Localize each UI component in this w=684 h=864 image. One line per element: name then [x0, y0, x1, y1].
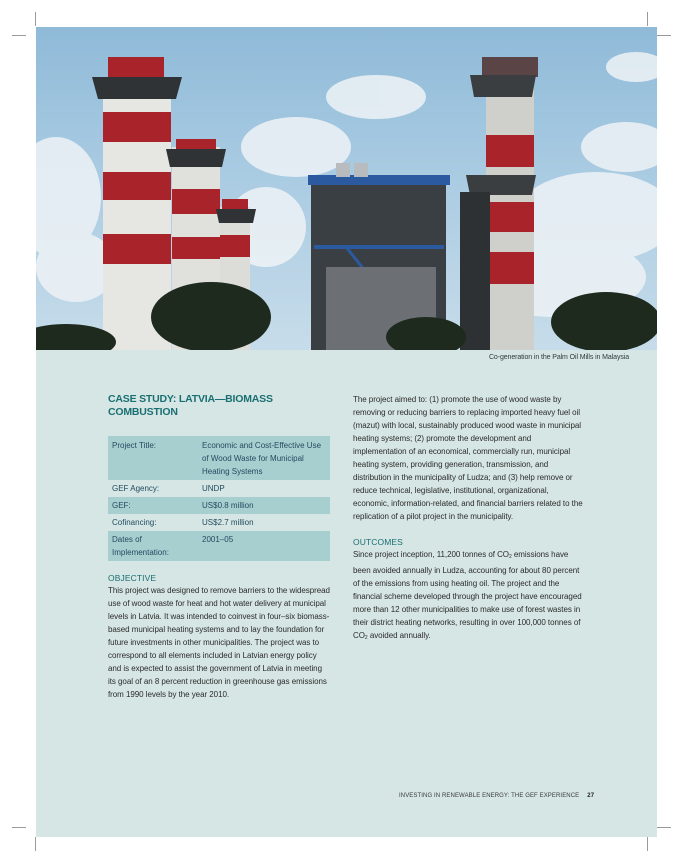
crop-mark-top-left-horizontal [12, 35, 26, 36]
left-column [108, 393, 330, 701]
table-row [108, 436, 330, 480]
crop-mark-bottom-left-vertical [35, 837, 36, 851]
right-column [353, 393, 583, 645]
subscript: 2 [508, 554, 512, 560]
outcomes-text-part: emissions have been avoided annually in Ludza, accounting for about 80 percent of the emissions from using heating oil. The project and the financial scheme developed through the project have encouraged more than 12 other municipalities to make use of forest wastes in their district heating networks, resulting in over 100,000 tonnes of CO [353, 550, 582, 640]
crop-mark-bottom-left-horizontal [12, 827, 26, 828]
case-study-title: CASE STUDY: LATVIA—BIOMASS COMBUSTION [108, 393, 273, 418]
fact-label: Dates of Implementation: [108, 531, 198, 561]
page-number: 27 [587, 793, 595, 799]
fact-value: 2001–05 [198, 531, 330, 561]
subscript: 2 [364, 635, 368, 641]
crop-mark-top-left-vertical [35, 12, 36, 26]
outcomes-text [353, 548, 583, 645]
photo-caption: Co-generation in the Palm Oil Mills in Malaysia [488, 354, 629, 361]
objective-heading: OBJECTIVE [108, 573, 157, 583]
fact-value: UNDP [202, 484, 225, 493]
fact-value: US$2.7 million [202, 518, 254, 527]
crop-mark-bottom-right-horizontal [657, 827, 671, 828]
power-plant-illustration [36, 27, 657, 350]
page-footer [399, 793, 594, 799]
table-row [108, 514, 330, 531]
table-row [108, 531, 330, 561]
running-title: INVESTING IN RENEWABLE ENERGY: THE GEF EXPERIENCE [399, 793, 580, 799]
fact-value: US$0.8 million [198, 497, 330, 514]
crop-mark-top-right-vertical [647, 12, 648, 26]
outcomes-text-part: avoided annually. [367, 631, 431, 640]
document-page [36, 27, 657, 837]
chimney-right [460, 57, 538, 350]
aims-text: The project aimed to: (1) promote the use of wood waste by removing or reducing barriers to replacing imported heavy fuel oil (mazut) with local, sustainably produced wood waste in municipal heating systems; (2) promote the development and implementation of an economical, commercially run, municipal heating system, providing generation, transmission, and distribution in the municipality of Ludza; and (3) help remove or reduce technical, legislative, institutional, organizational, economic, information-related, and financial barriers related to the replication of a pilot project in the municipality. [353, 395, 583, 521]
project-facts-table [108, 436, 330, 561]
table-row [108, 480, 330, 497]
crop-mark-bottom-right-vertical [647, 837, 648, 851]
outcomes-heading: OUTCOMES [353, 537, 403, 547]
fact-label: GEF Agency: [112, 484, 160, 493]
fact-label: Project Title: [108, 436, 198, 480]
outcomes-text-part: Since project inception, 11,200 tonnes of CO [353, 550, 509, 559]
crop-mark-top-right-horizontal [657, 35, 671, 36]
fact-label: Cofinancing: [112, 518, 157, 527]
fact-value: Economic and Cost-Effective Use of Wood Waste for Municipal Heating Systems [198, 436, 330, 480]
power-plant-photo [36, 27, 657, 350]
fact-label: GEF: [108, 497, 198, 514]
table-row [108, 497, 330, 514]
objective-text: This project was designed to remove barriers to the widespread use of wood waste for heat and hot water delivery at municipal levels in Latvia. It was intended to coinvest in four–six biomass-based municipal heating systems and to lay the foundation for future investments in other municipalities. The project was to correspond to all elements included in Latvian energy policy and is expected to assist the government of Latvia in meeting its goal of an 8 percent reduction in greenhouse gas emissions from 1990 levels by the year 2010. [108, 586, 330, 699]
